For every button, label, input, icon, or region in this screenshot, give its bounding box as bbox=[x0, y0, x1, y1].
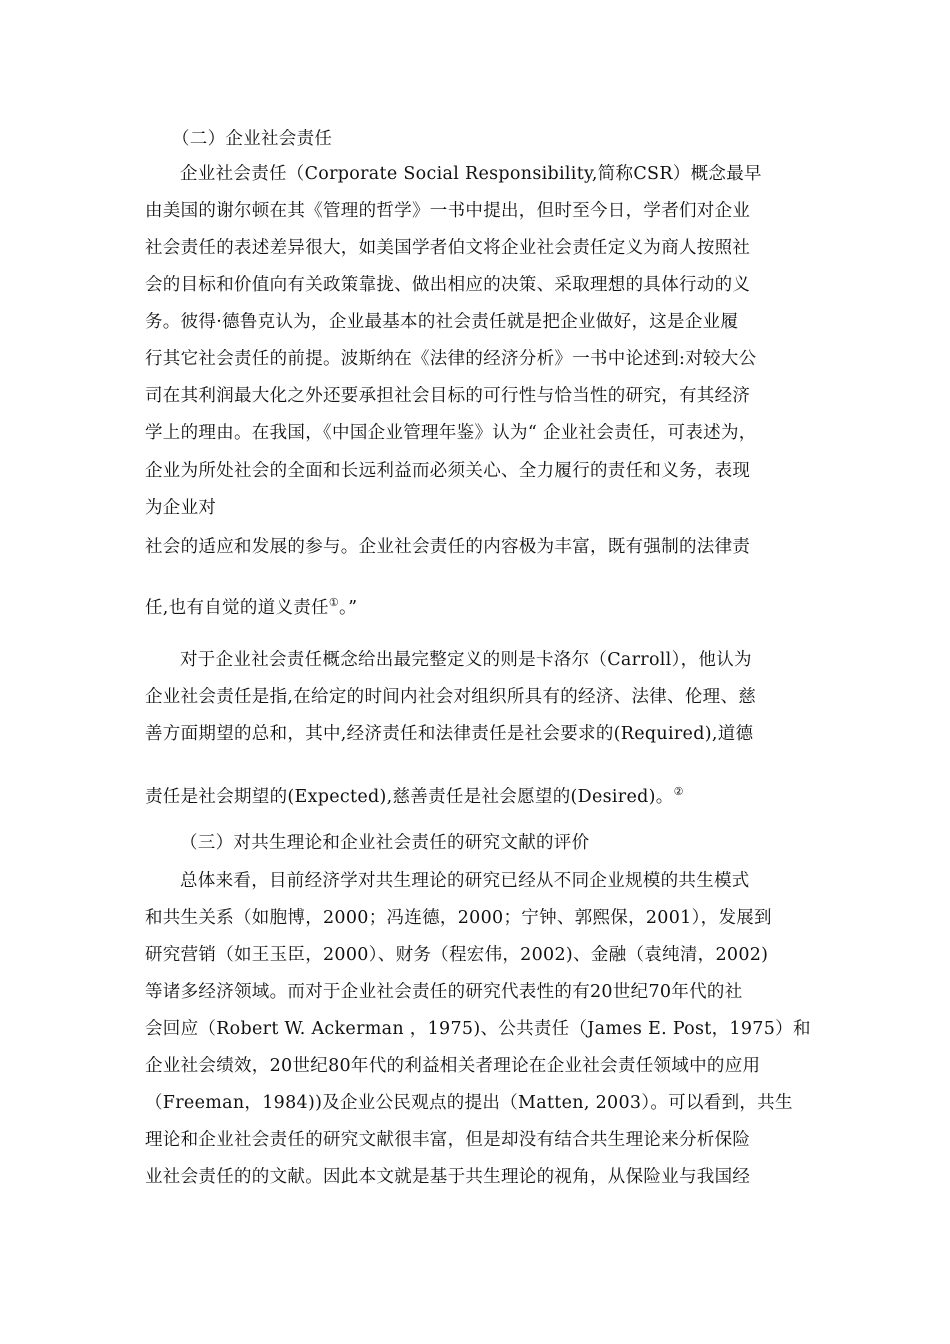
line-text: 任,也有自觉的道义责任 bbox=[145, 598, 329, 618]
paragraph-line: 总体来看，目前经济学对共生理论的研究已经从不同企业规模的共生模式 bbox=[180, 871, 750, 891]
paragraph-line: 企业社会绩效，20世纪80年代的利益相关者理论在企业社会责任领域中的应用 bbox=[145, 1056, 761, 1076]
paragraph-line-with-footnote bbox=[145, 596, 357, 620]
paragraph-line: 会的目标和价值向有关政策靠拢、做出相应的决策、采取理想的具体行动的义 bbox=[145, 275, 751, 295]
paragraph-line: 企业为所处社会的全面和长远利益而必须关心、全力履行的责任和义务，表现 bbox=[145, 461, 751, 481]
paragraph-line: 企业社会责任是指,在给定的时间内社会对组织所具有的经济、法律、伦理、慈 bbox=[145, 687, 757, 707]
paragraph-line: 为企业对 bbox=[145, 498, 217, 518]
paragraph-line: 对于企业社会责任概念给出最完整定义的则是卡洛尔（Carroll），他认为 bbox=[180, 650, 752, 670]
footnote-marker[interactable]: ① bbox=[328, 596, 340, 610]
paragraph-line: 等诸多经济领域。而对于企业社会责任的研究代表性的有20世纪70年代的社 bbox=[145, 982, 743, 1002]
paragraph-line: 研究营销（如王玉臣，2000）、财务（程宏伟，2002)、金融（袁纯清，2002) bbox=[145, 945, 769, 965]
paragraph-line: 会回应（Robert W. Ackerman ，1975)、公共责任（James E. Post，1975）和 bbox=[145, 1019, 811, 1039]
paragraph-line: 和共生关系（如胞博，2000；冯连德，2000；宁钟、郭熙保，2001），发展到 bbox=[145, 908, 772, 928]
paragraph-line: 善方面期望的总和，其中,经济责任和法律责任是社会要求的(Required),道德 bbox=[145, 724, 754, 744]
line-text: 。” bbox=[339, 598, 358, 618]
line-text: 责任是社会期望的(Expected),慈善责任是社会愿望的(Desired)。 bbox=[145, 787, 674, 807]
paragraph-line: 由美国的谢尔顿在其《管理的哲学》一书中提出，但时至今日，学者们对企业 bbox=[145, 201, 751, 221]
section-heading-2: （二）企业社会责任 bbox=[172, 129, 333, 149]
paragraph-line: 行其它社会责任的前提。波斯纳在《法律的经济分析》一书中论述到:对较大公 bbox=[145, 349, 757, 369]
paragraph-line: 企业社会责任（Corporate Social Responsibility,简称CSR）概念最早 bbox=[180, 164, 762, 184]
section-heading-3: （三）对共生理论和企业社会责任的研究文献的评价 bbox=[180, 833, 590, 853]
paragraph-line: 业社会责任的的文献。因此本文就是基于共生理论的视角，从保险业与我国经 bbox=[145, 1167, 751, 1187]
paragraph-line-with-footnote bbox=[145, 785, 684, 809]
footnote-marker[interactable]: ② bbox=[673, 785, 684, 799]
paragraph-line: 社会责任的表述差异很大，如美国学者伯文将企业社会责任定义为商人按照社 bbox=[145, 238, 751, 258]
paragraph-line: 学上的理由。在我国，《中国企业管理年鉴》认为“ 企业社会责任，可表述为， bbox=[145, 423, 757, 443]
paragraph-line: 司在其利润最大化之外还要承担社会目标的可行性与恰当性的研究，有其经济 bbox=[145, 386, 751, 406]
paragraph-line: 务。彼得·德鲁克认为，企业最基本的社会责任就是把企业做好，这是企业履 bbox=[145, 312, 739, 332]
paragraph-line: （Freeman，1984))及企业公民观点的提出（Matten, 2003）。可以看到，共生 bbox=[145, 1093, 793, 1113]
paragraph-line: 社会的适应和发展的参与。企业社会责任的内容极为丰富，既有强制的法律责 bbox=[145, 537, 751, 557]
paragraph-line: 理论和企业社会责任的研究文献很丰富，但是却没有结合共生理论来分析保险 bbox=[145, 1130, 751, 1150]
